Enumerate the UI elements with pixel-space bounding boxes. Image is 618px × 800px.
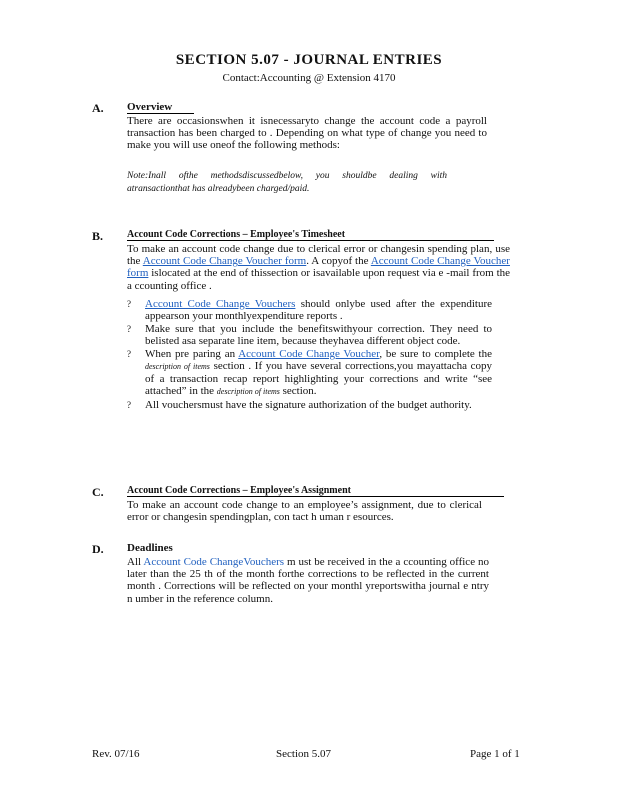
bullet-3-text-a: When pre paring an: [145, 348, 236, 360]
bullet-item: [127, 298, 492, 322]
bullet-2-text: Make sure that you include the benefitswithyour correction. They need to belisted asa separate line item, because theyhavea different object code.: [145, 323, 492, 347]
section-b-heading: Account Code Corrections – Employee's Timesheet: [127, 229, 494, 241]
section-b-intro-text-3: islocated at the end of thissection or isavailable upon request via e -mail from the a ccounting office .: [127, 267, 511, 292]
section-c-heading: Account Code Corrections – Employee's Assignment: [127, 485, 504, 497]
section-d-text-a: All: [127, 556, 142, 568]
section-b-letter: B.: [92, 229, 104, 243]
account-code-change-vouchers-deadline-link[interactable]: Account Code ChangeVouchers: [143, 556, 285, 568]
bullet-item: [127, 348, 492, 398]
section-d-heading: Deadlines: [127, 542, 173, 554]
section-a-body: There are occasionswhen it isnecessaryto change the account code a payroll transaction has been charged to . Depending on what type of change you need to make you will use oneof the following methods:: [127, 115, 487, 152]
bullet-4-text: All vouchersmust have the signature authorization of the budget authority.: [145, 399, 472, 411]
section-d-body: [127, 556, 489, 605]
bullet-1-text: should onlybe used after the expenditure appearson your monthlyexpenditure reports .: [145, 298, 493, 322]
page-title: SECTION 5.07 - JOURNAL ENTRIES: [175, 52, 443, 68]
bullet-text: [145, 298, 492, 322]
footer-section: Section 5.07: [276, 748, 331, 760]
description-of-items-term-2: description of items: [216, 387, 280, 396]
bullet-mark: ?: [127, 299, 131, 309]
section-d-letter: D.: [92, 542, 104, 556]
section-b-intro-text-2: . A copyof the: [306, 255, 369, 268]
description-of-items-term: description of items: [145, 362, 210, 371]
account-code-change-vouchers-link[interactable]: Account Code Change Vouchers: [145, 298, 296, 310]
bullet-item: [127, 399, 492, 411]
account-code-change-voucher-link[interactable]: Account Code Change Voucher: [238, 348, 380, 360]
section-b-bullets: [127, 298, 492, 412]
section-d-text-b: m ust be received in the a ccounting office no later than the 25 th of the month forthe corrections to be reflected in the current month . Corrections will be reflected on your monthl yreportswitha journal e ntry n umber in the reference column.: [127, 556, 489, 605]
bullet-mark: ?: [127, 324, 131, 334]
section-a-note: Note:Inall ofthe methodsdiscussedbelow, you shouldbe dealing with atransactionthat has alreadybeen charged/paid.: [127, 171, 447, 194]
section-b-intro-text-1: To make an account code change due to clerical error or changesin spending plan, use the: [127, 243, 510, 268]
bullet-3-text-b: , be sure to complete the: [379, 348, 492, 360]
footer-revision: Rev. 07/16: [92, 748, 140, 760]
bullet-item: [127, 323, 492, 347]
bullet-3-text-d: section.: [282, 385, 317, 397]
section-b-intro: [127, 243, 510, 292]
section-a-heading: Overview: [127, 101, 194, 114]
contact-line: Contact:Accounting @ Extension 4170: [222, 72, 396, 84]
account-code-change-voucher-form-link[interactable]: Account Code Change Voucher form: [142, 255, 307, 268]
bullet-3-text-c: section . If you have several corrections,you mayattacha copy of a transaction recap report highlighting your corrections and write “see attached” in the: [145, 360, 493, 397]
footer-page-number: Page 1 of 1: [470, 748, 520, 760]
bullet-mark: ?: [127, 349, 131, 359]
section-c-body: To make an account code change to an employee’s assignment, due to clerical error or changesin spendingplan, con tact h uman r esources.: [127, 499, 482, 524]
account-code-change-voucher-form-link-2[interactable]: Account Code Change Voucher form: [127, 255, 510, 280]
bullet-text: [145, 348, 492, 398]
section-c-letter: C.: [92, 485, 104, 499]
section-a-letter: A.: [92, 101, 104, 115]
bullet-mark: ?: [127, 400, 131, 410]
